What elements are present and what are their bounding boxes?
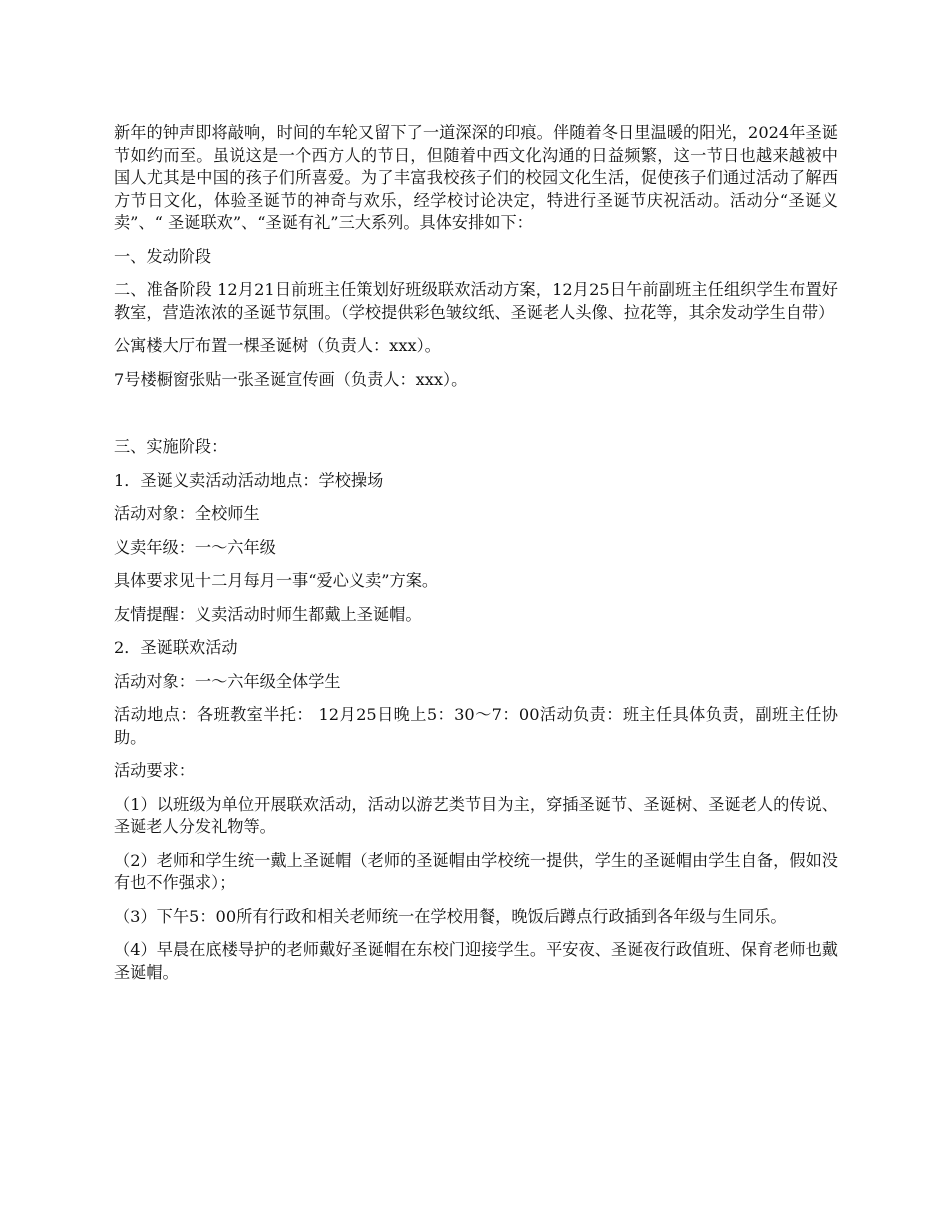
tree-task: 公寓楼大厅布置一棵圣诞树（负责人：xxx）。: [114, 336, 441, 355]
sale-requirement: 具体要求见十二月每月一事“爱心义卖”方案。: [114, 571, 439, 590]
sale-grades: 义卖年级：一～六年级: [114, 537, 276, 557]
party-requirements-heading: 活动要求：: [114, 761, 195, 780]
party-location: 活动地点：各班教室半托： 12月25日晚上5：30～7：00活动负责：班主任具体负责，副班主任协助。: [114, 705, 838, 747]
poster-task: 7号楼橱窗张贴一张圣诞宣传画（负责人：xxx）。: [114, 369, 468, 389]
stage2-paragraph: 二、准备阶段 12月21日前班主任策划好班级联欢活动方案，12月25日午前副班主任组织学生布置好教室，营造浓浓的圣诞节氛围。（学校提供彩色皱纹纸、圣诞老人头像、拉花等，其余发动学生自带）: [114, 280, 838, 322]
section-spacer: [114, 402, 838, 436]
intro-paragraph: 新年的钟声即将敲响，时间的车轮又留下了一道深深的印痕。伴随着冬日里温暖的阳光，2024年圣诞节如约而至。虽说这是一个西方人的节日，但随着中西文化沟通的日益频繁，这一节日也越来越被中国人尤其是中国的孩子们所喜爱。为了丰富我校孩子们的校园文化生活，促使孩子们通过活动了解西方节日文化，体验圣诞节的神奇与欢乐，经学校讨论决定，特进行圣诞节庆祝活动。活动分“圣诞义卖”、“ 圣诞联欢”、“圣诞有礼”三大系列。具体安排如下：: [114, 123, 838, 232]
document-body: [114, 122, 838, 995]
sale-target: 活动对象：全校师生: [114, 504, 260, 523]
party-requirement-1: （1）以班级为单位开展联欢活动，活动以游艺类节目为主，穿插圣诞节、圣诞树、圣诞老人的传说、圣诞老人分发礼物等。: [114, 794, 838, 836]
stage3-heading: 三、实施阶段：: [114, 437, 228, 456]
sale-title: 1．圣诞义卖活动活动地点：学校操场: [114, 470, 384, 490]
party-target: 活动对象：一～六年级全体学生: [114, 671, 341, 691]
stage1-heading: 一、发动阶段: [114, 246, 212, 266]
party-requirement-2: （2）老师和学生统一戴上圣诞帽（老师的圣诞帽由学校统一提供，学生的圣诞帽由学生自备，假如没有也不作强求）；: [114, 850, 838, 892]
party-requirement-4: （4）早晨在底楼导护的老师戴好圣诞帽在东校门迎接学生。平安夜、圣诞夜行政值班、保育老师也戴圣诞帽。: [114, 940, 838, 982]
sale-reminder: 友情提醒：义卖活动时师生都戴上圣诞帽。: [114, 604, 422, 624]
party-title: 2．圣诞联欢活动: [114, 638, 238, 657]
party-requirement-3: （3）下午5：00所有行政和相关老师统一在学校用餐，晚饭后蹲点行政插到各年级与生同乐。: [114, 906, 787, 926]
